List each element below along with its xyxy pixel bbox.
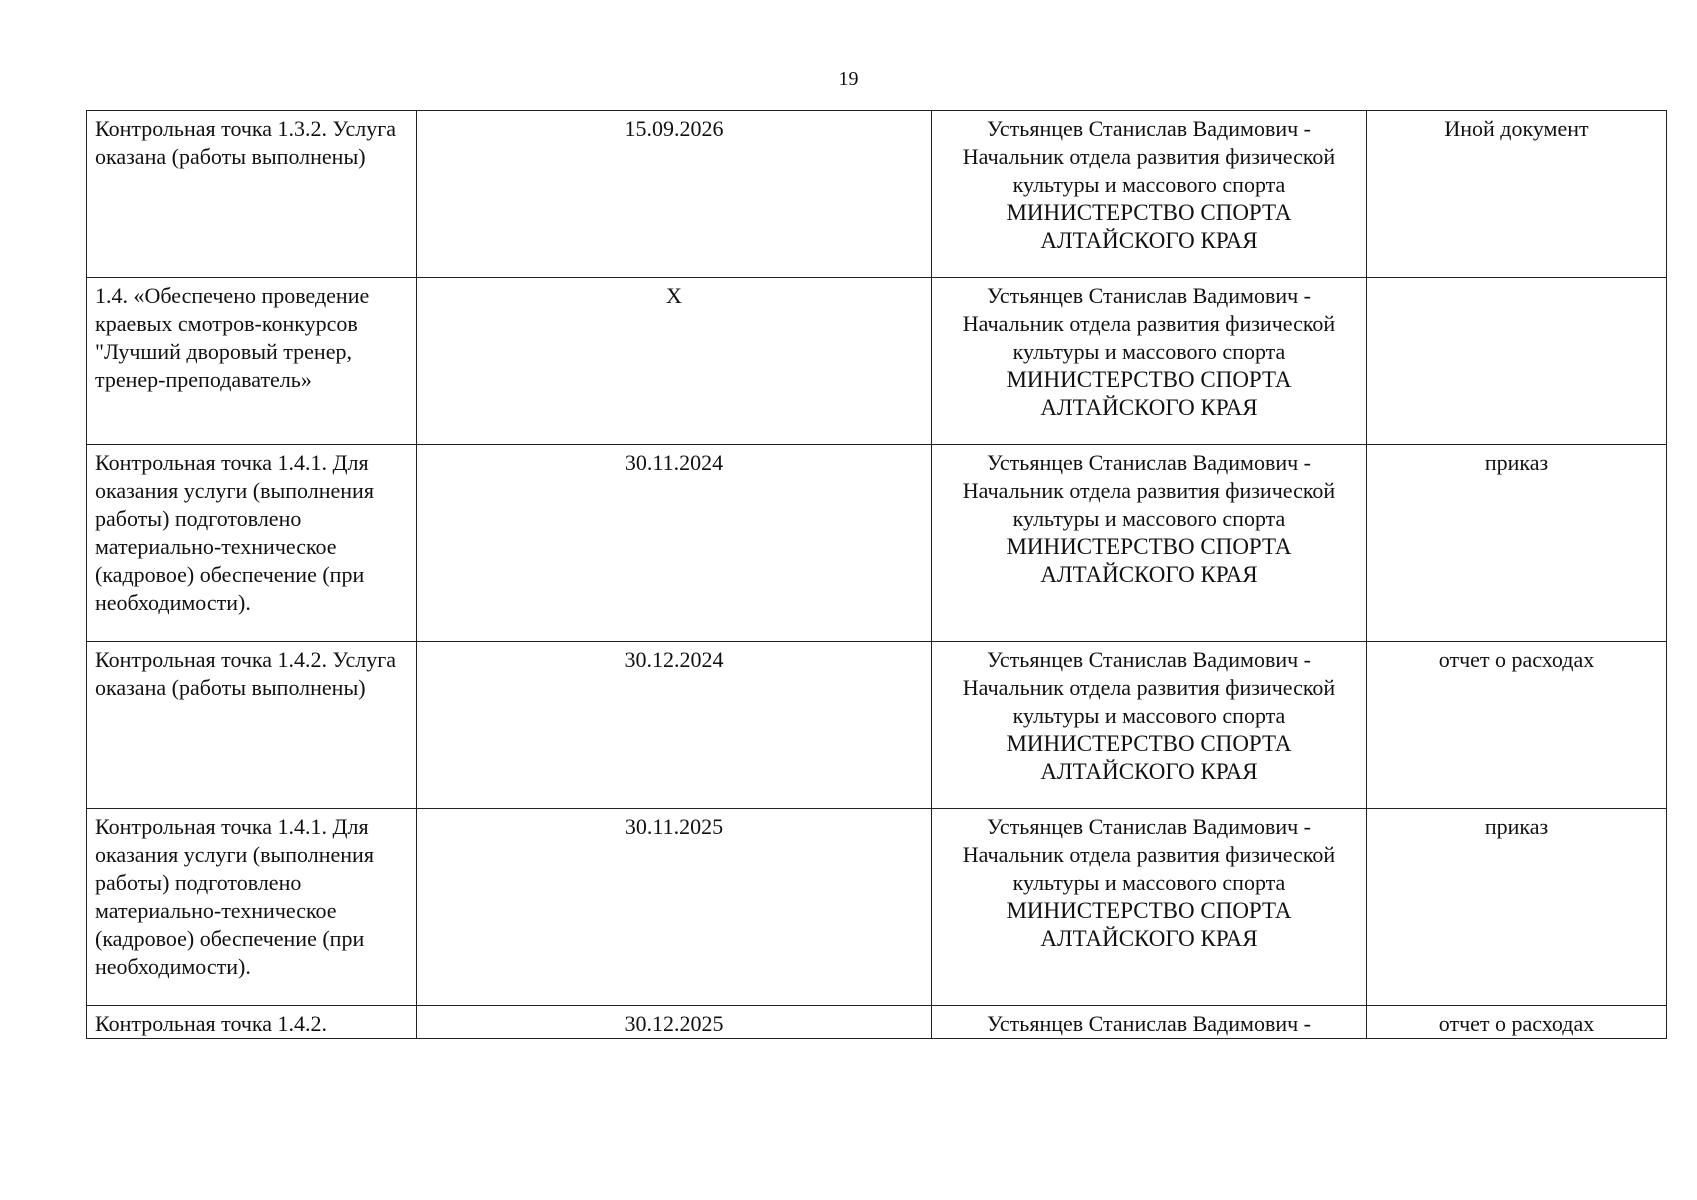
document-type: приказ bbox=[1367, 809, 1667, 1006]
deadline-date: 30.12.2025 bbox=[417, 1006, 932, 1039]
responsible-cell bbox=[932, 809, 1367, 1006]
responsible-cell bbox=[932, 445, 1367, 642]
table-row bbox=[87, 642, 1667, 809]
table-row bbox=[87, 278, 1667, 445]
deadline-date: 15.09.2026 bbox=[417, 111, 932, 278]
control-points-table bbox=[86, 110, 1667, 1039]
responsible-organization: МИНИСТЕРСТВО СПОРТА АЛТАЙСКОГО КРАЯ bbox=[1006, 200, 1292, 253]
document-type: отчет о расходах bbox=[1367, 1006, 1667, 1039]
responsible-person: Устьянцев Станислав Вадимович - bbox=[986, 1011, 1312, 1036]
document-type: Иной документ bbox=[1367, 111, 1667, 278]
deadline-date: 30.12.2024 bbox=[417, 642, 932, 809]
responsible-cell bbox=[932, 1006, 1367, 1039]
deadline-date: X bbox=[417, 278, 932, 445]
responsible-person: Устьянцев Станислав Вадимович - Начальник отдела развития физической культуры и массового спорта bbox=[962, 283, 1336, 364]
responsible-organization: МИНИСТЕРСТВО СПОРТА АЛТАЙСКОГО КРАЯ bbox=[1006, 898, 1292, 951]
table-row bbox=[87, 445, 1667, 642]
responsible-cell bbox=[932, 278, 1367, 445]
control-point-name: Контрольная точка 1.3.2. Услуга оказана (работы выполнены) bbox=[87, 111, 417, 278]
responsible-person: Устьянцев Станислав Вадимович - Начальник отдела развития физической культуры и массового спорта bbox=[962, 116, 1336, 197]
responsible-person: Устьянцев Станислав Вадимович - Начальник отдела развития физической культуры и массового спорта bbox=[962, 814, 1336, 895]
page-number: 19 bbox=[838, 68, 859, 90]
document-type: приказ bbox=[1367, 445, 1667, 642]
control-point-name: Контрольная точка 1.4.1. Для оказания услуги (выполнения работы) подготовлено материально-техническое (кадровое) обеспечение (при необходимости). bbox=[87, 445, 417, 642]
deadline-date: 30.11.2024 bbox=[417, 445, 932, 642]
control-point-name: Контрольная точка 1.4.2. Услуга оказана (работы выполнены) bbox=[87, 642, 417, 809]
responsible-cell bbox=[932, 111, 1367, 278]
table-row bbox=[87, 809, 1667, 1006]
control-point-name: 1.4. «Обеспечено проведение краевых смотров-конкурсов "Лучший дворовый тренер, тренер-преподаватель» bbox=[87, 278, 417, 445]
control-point-name: Контрольная точка 1.4.2. bbox=[87, 1006, 417, 1039]
responsible-cell bbox=[932, 642, 1367, 809]
table-row bbox=[87, 1006, 1667, 1039]
table-row bbox=[87, 111, 1667, 278]
document-type bbox=[1367, 278, 1667, 445]
deadline-date: 30.11.2025 bbox=[417, 809, 932, 1006]
responsible-person: Устьянцев Станислав Вадимович - Начальник отдела развития физической культуры и массового спорта bbox=[962, 450, 1336, 531]
document-type: отчет о расходах bbox=[1367, 642, 1667, 809]
responsible-organization: МИНИСТЕРСТВО СПОРТА АЛТАЙСКОГО КРАЯ bbox=[1006, 534, 1292, 587]
responsible-organization: МИНИСТЕРСТВО СПОРТА АЛТАЙСКОГО КРАЯ bbox=[1006, 367, 1292, 420]
responsible-person: Устьянцев Станислав Вадимович - Начальник отдела развития физической культуры и массового спорта bbox=[962, 647, 1336, 728]
responsible-organization: МИНИСТЕРСТВО СПОРТА АЛТАЙСКОГО КРАЯ bbox=[1006, 731, 1292, 784]
control-point-name: Контрольная точка 1.4.1. Для оказания услуги (выполнения работы) подготовлено материально-техническое (кадровое) обеспечение (при необходимости). bbox=[87, 809, 417, 1006]
